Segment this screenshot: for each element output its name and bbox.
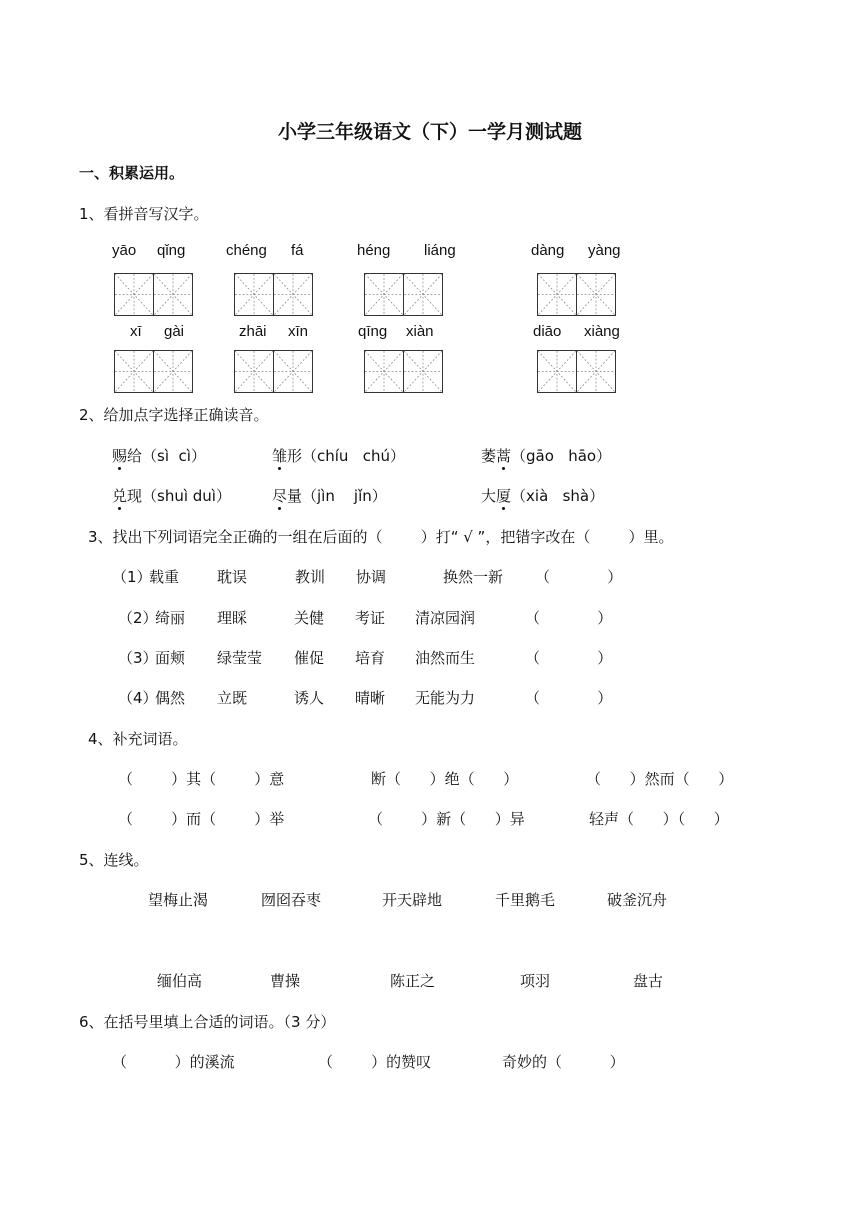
pinyin: chéng	[226, 242, 267, 259]
person[interactable]: 盘古	[633, 972, 664, 990]
word-group-number: （3）	[118, 649, 158, 667]
word: 考证	[355, 609, 386, 627]
writing-cell[interactable]	[576, 273, 616, 316]
fill-idiom[interactable]: 轻声（ ）（ ）	[589, 810, 729, 828]
pinyin: zhāi	[239, 323, 267, 340]
writing-grid[interactable]	[234, 273, 311, 316]
word: 换然一新	[443, 568, 504, 586]
word: 绮丽	[155, 609, 186, 627]
reading-choice: 大厦（xià shà）	[481, 487, 605, 505]
word-group-number: （4）	[118, 689, 158, 707]
writing-cell[interactable]	[537, 273, 577, 316]
writing-grid[interactable]	[234, 350, 311, 393]
question-2-heading: 2、给加点字选择正确读音。	[79, 406, 269, 424]
answer-blank[interactable]: （ ）	[525, 609, 613, 627]
pinyin: qǐng	[157, 242, 186, 259]
question-4-heading: 4、补充词语。	[88, 730, 188, 748]
word: 清凉园润	[415, 609, 476, 627]
writing-grid[interactable]	[364, 350, 441, 393]
person[interactable]: 陈正之	[390, 972, 436, 990]
idiom[interactable]: 囫囵吞枣	[261, 891, 322, 909]
answer-blank[interactable]: （ ）	[525, 649, 613, 667]
word: 关健	[294, 609, 325, 627]
writing-grid[interactable]	[114, 350, 191, 393]
word-group-number: （2）	[118, 609, 158, 627]
answer-blank[interactable]: （ ）	[525, 689, 613, 707]
reading-choice: 雏形（chíu chú）	[272, 447, 406, 465]
word: 立既	[217, 689, 248, 707]
question-1-heading: 1、看拼音写汉字。	[79, 205, 209, 223]
pinyin: diāo	[533, 323, 562, 340]
writing-cell[interactable]	[273, 350, 313, 393]
fill-phrase[interactable]: 奇妙的（ ）	[502, 1053, 625, 1071]
writing-grid[interactable]	[114, 273, 191, 316]
word: 无能为力	[415, 689, 476, 707]
pinyin: xī	[130, 323, 142, 340]
person[interactable]: 曹操	[270, 972, 301, 990]
reading-choice: 兑现（shuì duì）	[112, 487, 231, 505]
word: 面颊	[155, 649, 186, 667]
idiom[interactable]: 开天辟地	[382, 891, 443, 909]
word: 偶然	[155, 689, 186, 707]
fill-phrase[interactable]: （ ）的溪流	[112, 1053, 235, 1071]
writing-grid[interactable]	[364, 273, 441, 316]
word: 协调	[356, 568, 387, 586]
reading-choice: 尽量（jìn jǐn）	[272, 487, 387, 505]
word: 绿莹莹	[217, 649, 263, 667]
writing-cell[interactable]	[153, 273, 193, 316]
word: 晴晰	[355, 689, 386, 707]
person[interactable]: 缅伯高	[157, 972, 203, 990]
word: 载重	[149, 568, 180, 586]
answer-blank[interactable]: （ ）	[535, 568, 623, 586]
pinyin: dàng	[531, 242, 565, 259]
word-group-number: （1）	[112, 568, 152, 586]
writing-cell[interactable]	[114, 273, 154, 316]
person[interactable]: 项羽	[520, 972, 551, 990]
writing-cell[interactable]	[537, 350, 577, 393]
word: 诱人	[294, 689, 325, 707]
fill-idiom[interactable]: （ ）而（ ）举	[118, 810, 285, 828]
word: 油然而生	[415, 649, 476, 667]
writing-cell[interactable]	[364, 350, 404, 393]
idiom[interactable]: 破釜沉舟	[607, 891, 668, 909]
fill-phrase[interactable]: （ ）的赞叹	[318, 1053, 432, 1071]
idiom[interactable]: 望梅止渴	[148, 891, 209, 909]
writing-cell[interactable]	[403, 350, 443, 393]
pinyin: xīn	[288, 323, 309, 340]
pinyin: liáng	[424, 242, 456, 259]
writing-cell[interactable]	[153, 350, 193, 393]
writing-cell[interactable]	[234, 273, 274, 316]
writing-cell[interactable]	[576, 350, 616, 393]
question-3-heading: 3、找出下列词语完全正确的一组在后面的（ ）打“ √ ”，把错字改在（ ）里。	[88, 528, 674, 546]
word: 教训	[295, 568, 326, 586]
pinyin: héng	[357, 242, 391, 259]
writing-cell[interactable]	[114, 350, 154, 393]
fill-idiom[interactable]: （ ）然而（ ）	[586, 770, 734, 788]
question-5-heading: 5、连线。	[79, 851, 149, 869]
fill-idiom[interactable]: 断（ ）绝（ ）	[371, 770, 519, 788]
question-6-heading: 6、在括号里填上合适的词语。（3 分）	[79, 1013, 336, 1031]
pinyin: xiàn	[406, 323, 434, 340]
word: 催促	[294, 649, 325, 667]
section-heading: 一、积累运用。	[79, 164, 185, 182]
pinyin: gài	[164, 323, 185, 340]
pinyin: xiàng	[584, 323, 620, 340]
writing-grid[interactable]	[537, 350, 614, 393]
writing-cell[interactable]	[364, 273, 404, 316]
writing-grid[interactable]	[537, 273, 614, 316]
word: 培育	[355, 649, 386, 667]
page-title: 小学三年级语文（下）一学月测试题	[277, 121, 582, 143]
pinyin: yàng	[588, 242, 621, 259]
word: 理睬	[217, 609, 248, 627]
writing-cell[interactable]	[234, 350, 274, 393]
pinyin: yāo	[112, 242, 137, 259]
pinyin: fá	[291, 242, 304, 259]
pinyin: qīng	[358, 323, 388, 340]
writing-cell[interactable]	[273, 273, 313, 316]
reading-choice: 萎蒿（gāo hāo）	[481, 447, 612, 465]
writing-cell[interactable]	[403, 273, 443, 316]
fill-idiom[interactable]: （ ）新（ ）异	[368, 810, 525, 828]
idiom[interactable]: 千里鹅毛	[495, 891, 556, 909]
fill-idiom[interactable]: （ ）其（ ）意	[118, 770, 285, 788]
word: 耽误	[217, 568, 248, 586]
reading-choice: 赐给（sì cì）	[112, 447, 206, 465]
